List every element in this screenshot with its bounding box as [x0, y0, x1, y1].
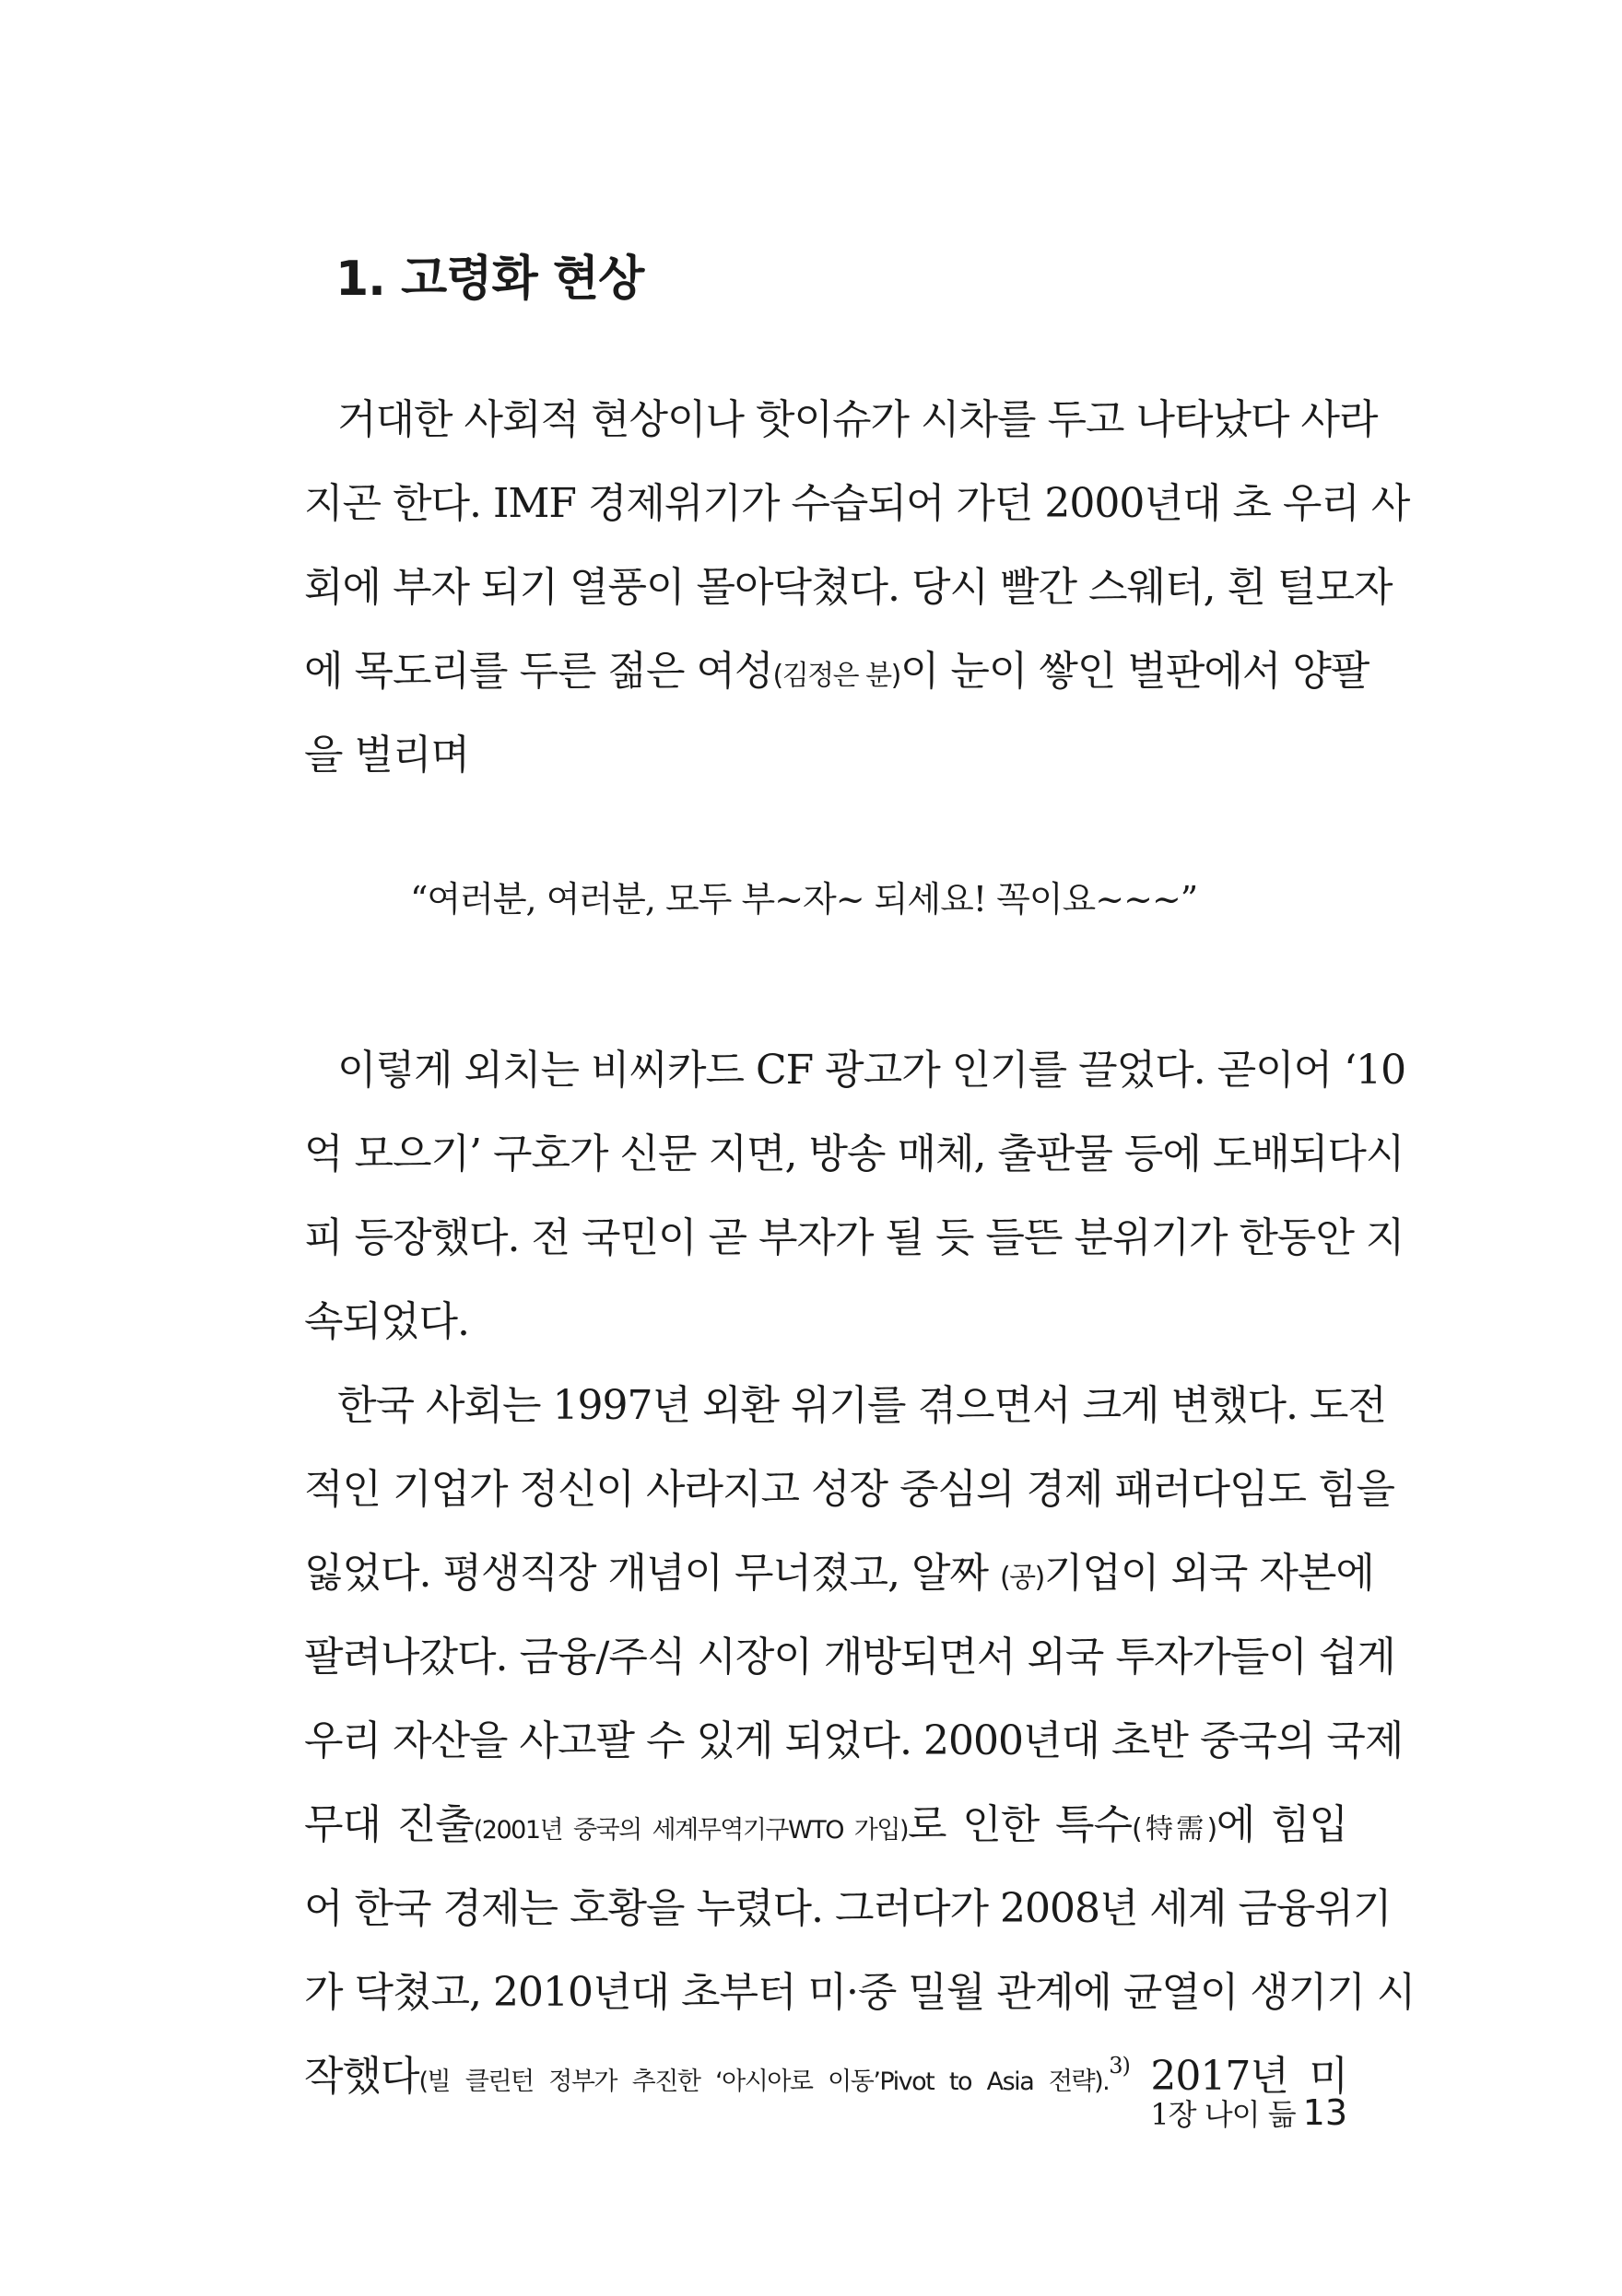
ad-quote: “여러분, 여러분, 모두 부~자~ 되세요! 꼭이요~~~” [410, 879, 1198, 920]
paragraph-3-line-9-text-b: 2017년 미 [1129, 2053, 1347, 2100]
paragraph-3-line-8: 가 닥쳤고, 2010년대 초부터 미·중 밀월 관계에 균열이 생기기 시 [304, 1969, 1416, 2016]
paragraph-3-line-6 [304, 1798, 1347, 1858]
page-footer [1150, 2090, 1347, 2143]
footnote-ref: 3) [1109, 2053, 1130, 2079]
paragraph-3-line-1: 한국 사회는 1997년 외환 위기를 겪으면서 크게 변했다. 도전 [337, 1382, 1386, 1429]
paragraph-1-line-2: 지곤 한다. IMF 경제위기가 수습되어 가던 2000년대 초 우리 사 [304, 480, 1410, 527]
paragraph-2-line-1: 이렇게 외치는 비씨카드 CF 광고가 인기를 끌었다. 곧이어 ‘10 [337, 1047, 1406, 1094]
paragraph-1-line-5: 을 벌리며 [304, 732, 470, 779]
paragraph-2-line-3: 피 등장했다. 전 국민이 곧 부자가 될 듯 들뜬 분위기가 한동안 지 [304, 1214, 1405, 1261]
paragraph-1-line-3: 회에 부자 되기 열풍이 몰아닥쳤다. 당시 빨간 스웨터, 흰 털모자 [304, 564, 1393, 611]
paragraph-1-line-4-text-a: 에 목도리를 두른 젊은 여성 [304, 648, 773, 695]
paragraph-3-line-3-text-a: 잃었다. 평생직장 개념이 무너졌고, 알짜 [304, 1550, 1000, 1597]
page-number: 13 [1302, 2092, 1347, 2133]
paragraph-3-line-2: 적인 기업가 정신이 사라지고 성장 중심의 경제 패러다임도 힘을 [304, 1466, 1394, 1513]
paragraph-2-line-4: 속되었다. [304, 1298, 470, 1345]
paragraph-3-line-3-text-b: 기업이 외국 자본에 [1043, 1550, 1374, 1597]
paragraph-1-line-1: 거대한 사회적 현상이나 핫이슈가 시차를 두고 나타났다 사라 [337, 396, 1378, 443]
chapter-label: 1장 나이 듦 [1150, 2097, 1296, 2132]
actress-note: (김정은 분) [772, 660, 900, 692]
pivot-note: (빌 클린턴 정부가 추진한 ‘아시아로 이동’Pivot to Asia 전략). [418, 2068, 1110, 2096]
paragraph-3-line-9-text-a: 작했다 [304, 2053, 419, 2100]
paragraph-3-line-3 [304, 1546, 1374, 1606]
section-heading: 1. 고령화 현상 [335, 252, 644, 307]
paragraph-3-line-4: 팔려나갔다. 금융/주식 시장이 개방되면서 외국 투자가들이 쉽게 [304, 1634, 1395, 1681]
paragraph-3-line-7: 어 한국 경제는 호황을 누렸다. 그러다가 2008년 세계 금융위기 [304, 1885, 1392, 1932]
paragraph-3-line-6-text-c: 에 힘입 [1216, 1801, 1347, 1848]
paragraph-2-line-2: 억 모으기’ 구호가 신문 지면, 방송 매체, 출판물 등에 도배되다시 [304, 1130, 1405, 1177]
paragraph-3-line-5: 우리 자산을 사고팔 수 있게 되었다. 2000년대 초반 중국의 국제 [304, 1717, 1404, 1764]
paragraph-3-line-6-text-b: 로 인한 특수 [908, 1801, 1133, 1848]
special-demand-note: (特需) [1132, 1813, 1216, 1845]
paragraph-1-line-4-text-b: 이 눈이 쌓인 벌판에서 양팔 [899, 648, 1369, 695]
paragraph-1-line-4 [304, 644, 1369, 704]
wto-note: (2001년 중국의 세계무역기구WTO 가입) [473, 1816, 909, 1845]
paragraph-3-line-6-text-a: 무대 진출 [304, 1801, 474, 1848]
public-note: (공) [999, 1562, 1044, 1594]
